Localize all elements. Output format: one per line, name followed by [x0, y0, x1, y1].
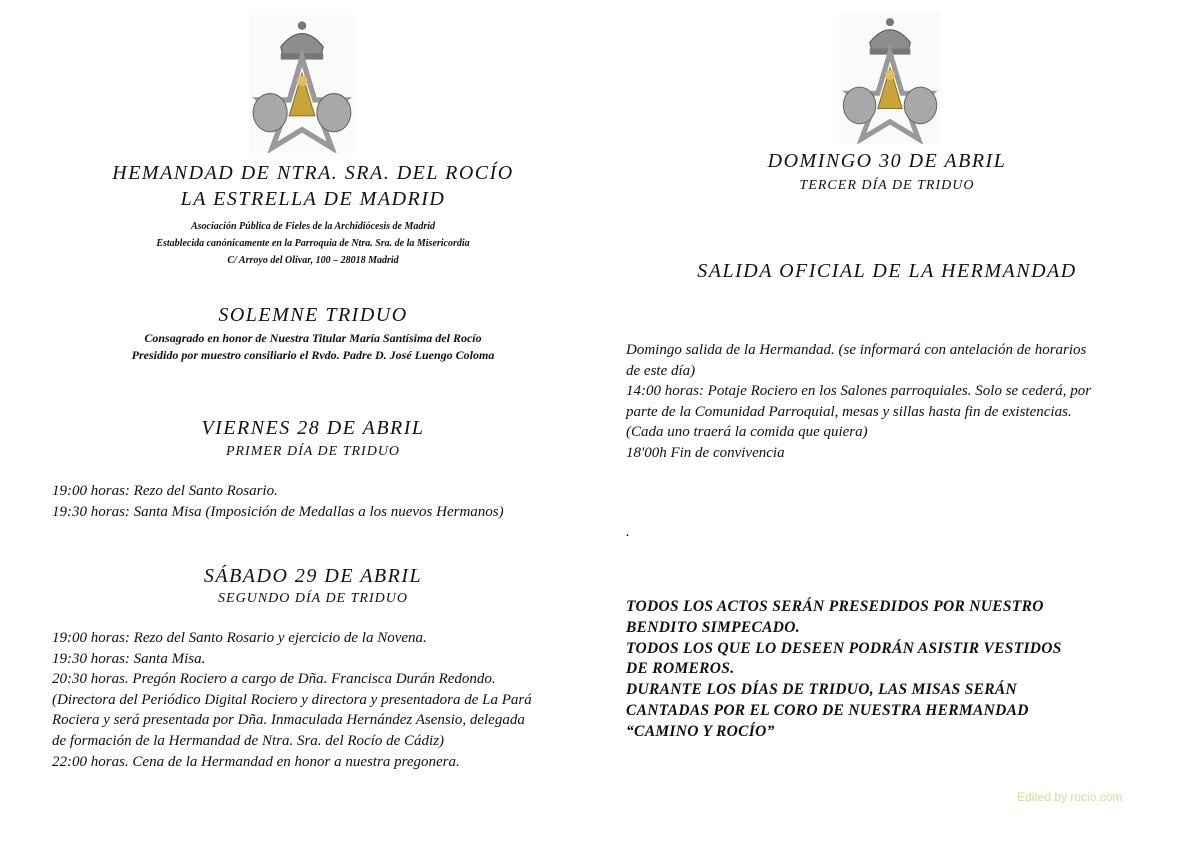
- day2-title: SÁBADO 29 DE ABRIL: [203, 565, 423, 587]
- day2-schedule: [52, 628, 532, 772]
- brotherhood-title: [13, 160, 613, 212]
- triduo-description: [13, 330, 613, 364]
- day1-subtitle: PRIMER DÍA DE TRIDUO: [225, 444, 401, 459]
- title-line-1: HEMANDAD DE NTRA. SRA. DEL ROCÍO: [112, 162, 514, 184]
- schedule-item: (Directora del Periódico Digital Rociero y directora y presentadora de La Pará: [52, 691, 532, 708]
- schedule-item: 18'00h Fin de convivencia: [626, 444, 785, 461]
- notice-line: DE ROMEROS.: [626, 660, 735, 678]
- presided-line: Presidido por muestro consiliario el Rvdo. Padre D. José Luengo Coloma: [131, 348, 495, 362]
- schedule-item: 19:30 horas: Santa Misa.: [52, 650, 206, 667]
- day1-title: VIERNES 28 DE ABRIL: [201, 417, 425, 439]
- schedule-item: 20:30 horas. Pregón Rociero a cargo de Dña. Francisca Durán Redondo.: [52, 671, 496, 688]
- schedule-item: 14:00 horas: Potaje Rociero en los Salones parroquiales. Solo se cederá, por: [626, 383, 1092, 400]
- notice-line: TODOS LOS ACTOS SERÁN PRESEDIDOS POR NUESTRO: [626, 598, 1044, 615]
- notice-block: [626, 597, 1062, 743]
- day2-subtitle: SEGUNDO DÍA DE TRIDUO: [218, 591, 408, 606]
- day3-schedule: [626, 340, 1091, 464]
- notice-line: TODOS LOS QUE LO DESEEN PODRÁN ASISTIR VESTIDOS: [626, 639, 1062, 657]
- day3-title: DOMINGO 30 DE ABRIL: [767, 150, 1007, 172]
- notice-line: “CAMINO Y ROCÍO”: [626, 722, 775, 740]
- dot: .: [626, 524, 630, 540]
- title-line-2: LA ESTRELLA DE MADRID: [180, 188, 446, 210]
- emblem-logo: [248, 15, 356, 153]
- day3-subtitle: TERCER DÍA DE TRIDUO: [799, 178, 975, 193]
- salida-title: SALIDA OFICIAL DE LA HERMANDAD: [697, 260, 1077, 282]
- notice-line: DURANTE LOS DÍAS DE TRIDUO, LAS MISAS SERÁN: [626, 681, 1018, 699]
- schedule-item: (Cada uno traerá la comida que quiera): [626, 424, 868, 441]
- schedule-item: de este día): [626, 362, 696, 379]
- schedule-item: de formación de la Hermandad de Ntra. Sra. del Rocío de Cádiz): [52, 732, 445, 749]
- emblem-logo: [838, 12, 942, 144]
- schedule-item: 22:00 horas. Cena de la Hermandad en honor a nuestra pregonera.: [52, 753, 460, 770]
- schedule-item: parte de la Comunidad Parroquial, mesas y sillas hasta fin de existencias.: [626, 403, 1072, 420]
- info-line: Asociación Pública de Fieles de la Archidiócesis de Madrid: [190, 221, 436, 232]
- schedule-item: 19:30 horas: Santa Misa (Imposición de Medallas a los nuevos Hermanos): [52, 503, 504, 520]
- schedule-item: 19:00 horas: Rezo del Santo Rosario y ejercicio de la Novena.: [52, 630, 427, 646]
- association-info: [13, 218, 613, 269]
- address-line: C/ Arroyo del Olivar, 100 – 28018 Madrid: [227, 255, 399, 266]
- notice-line: CANTADAS POR EL CORO DE NUESTRA HERMANDAD: [626, 701, 1029, 719]
- triduo-title: SOLEMNE TRIDUO: [218, 304, 408, 326]
- notice-line: BENDITO SIMPECADO.: [626, 618, 800, 636]
- schedule-item: 19:00 horas: Rezo del Santo Rosario.: [52, 483, 278, 499]
- day1-schedule: [52, 481, 504, 522]
- dedication-line: Consagrado en honor de Nuestra Titular María Santísima del Rocío: [144, 331, 482, 345]
- watermark: Edited by rocio.com: [1017, 790, 1123, 804]
- schedule-item: Rociera y será presentada por Dña. Inmaculada Hernández Asensio, delegada: [52, 712, 525, 729]
- info-line: Establecida canónicamente en la Parroquia de Ntra. Sra. de la Misericordia: [156, 238, 470, 249]
- schedule-item: Domingo salida de la Hermandad. (se informará con antelación de horarios: [626, 342, 1087, 358]
